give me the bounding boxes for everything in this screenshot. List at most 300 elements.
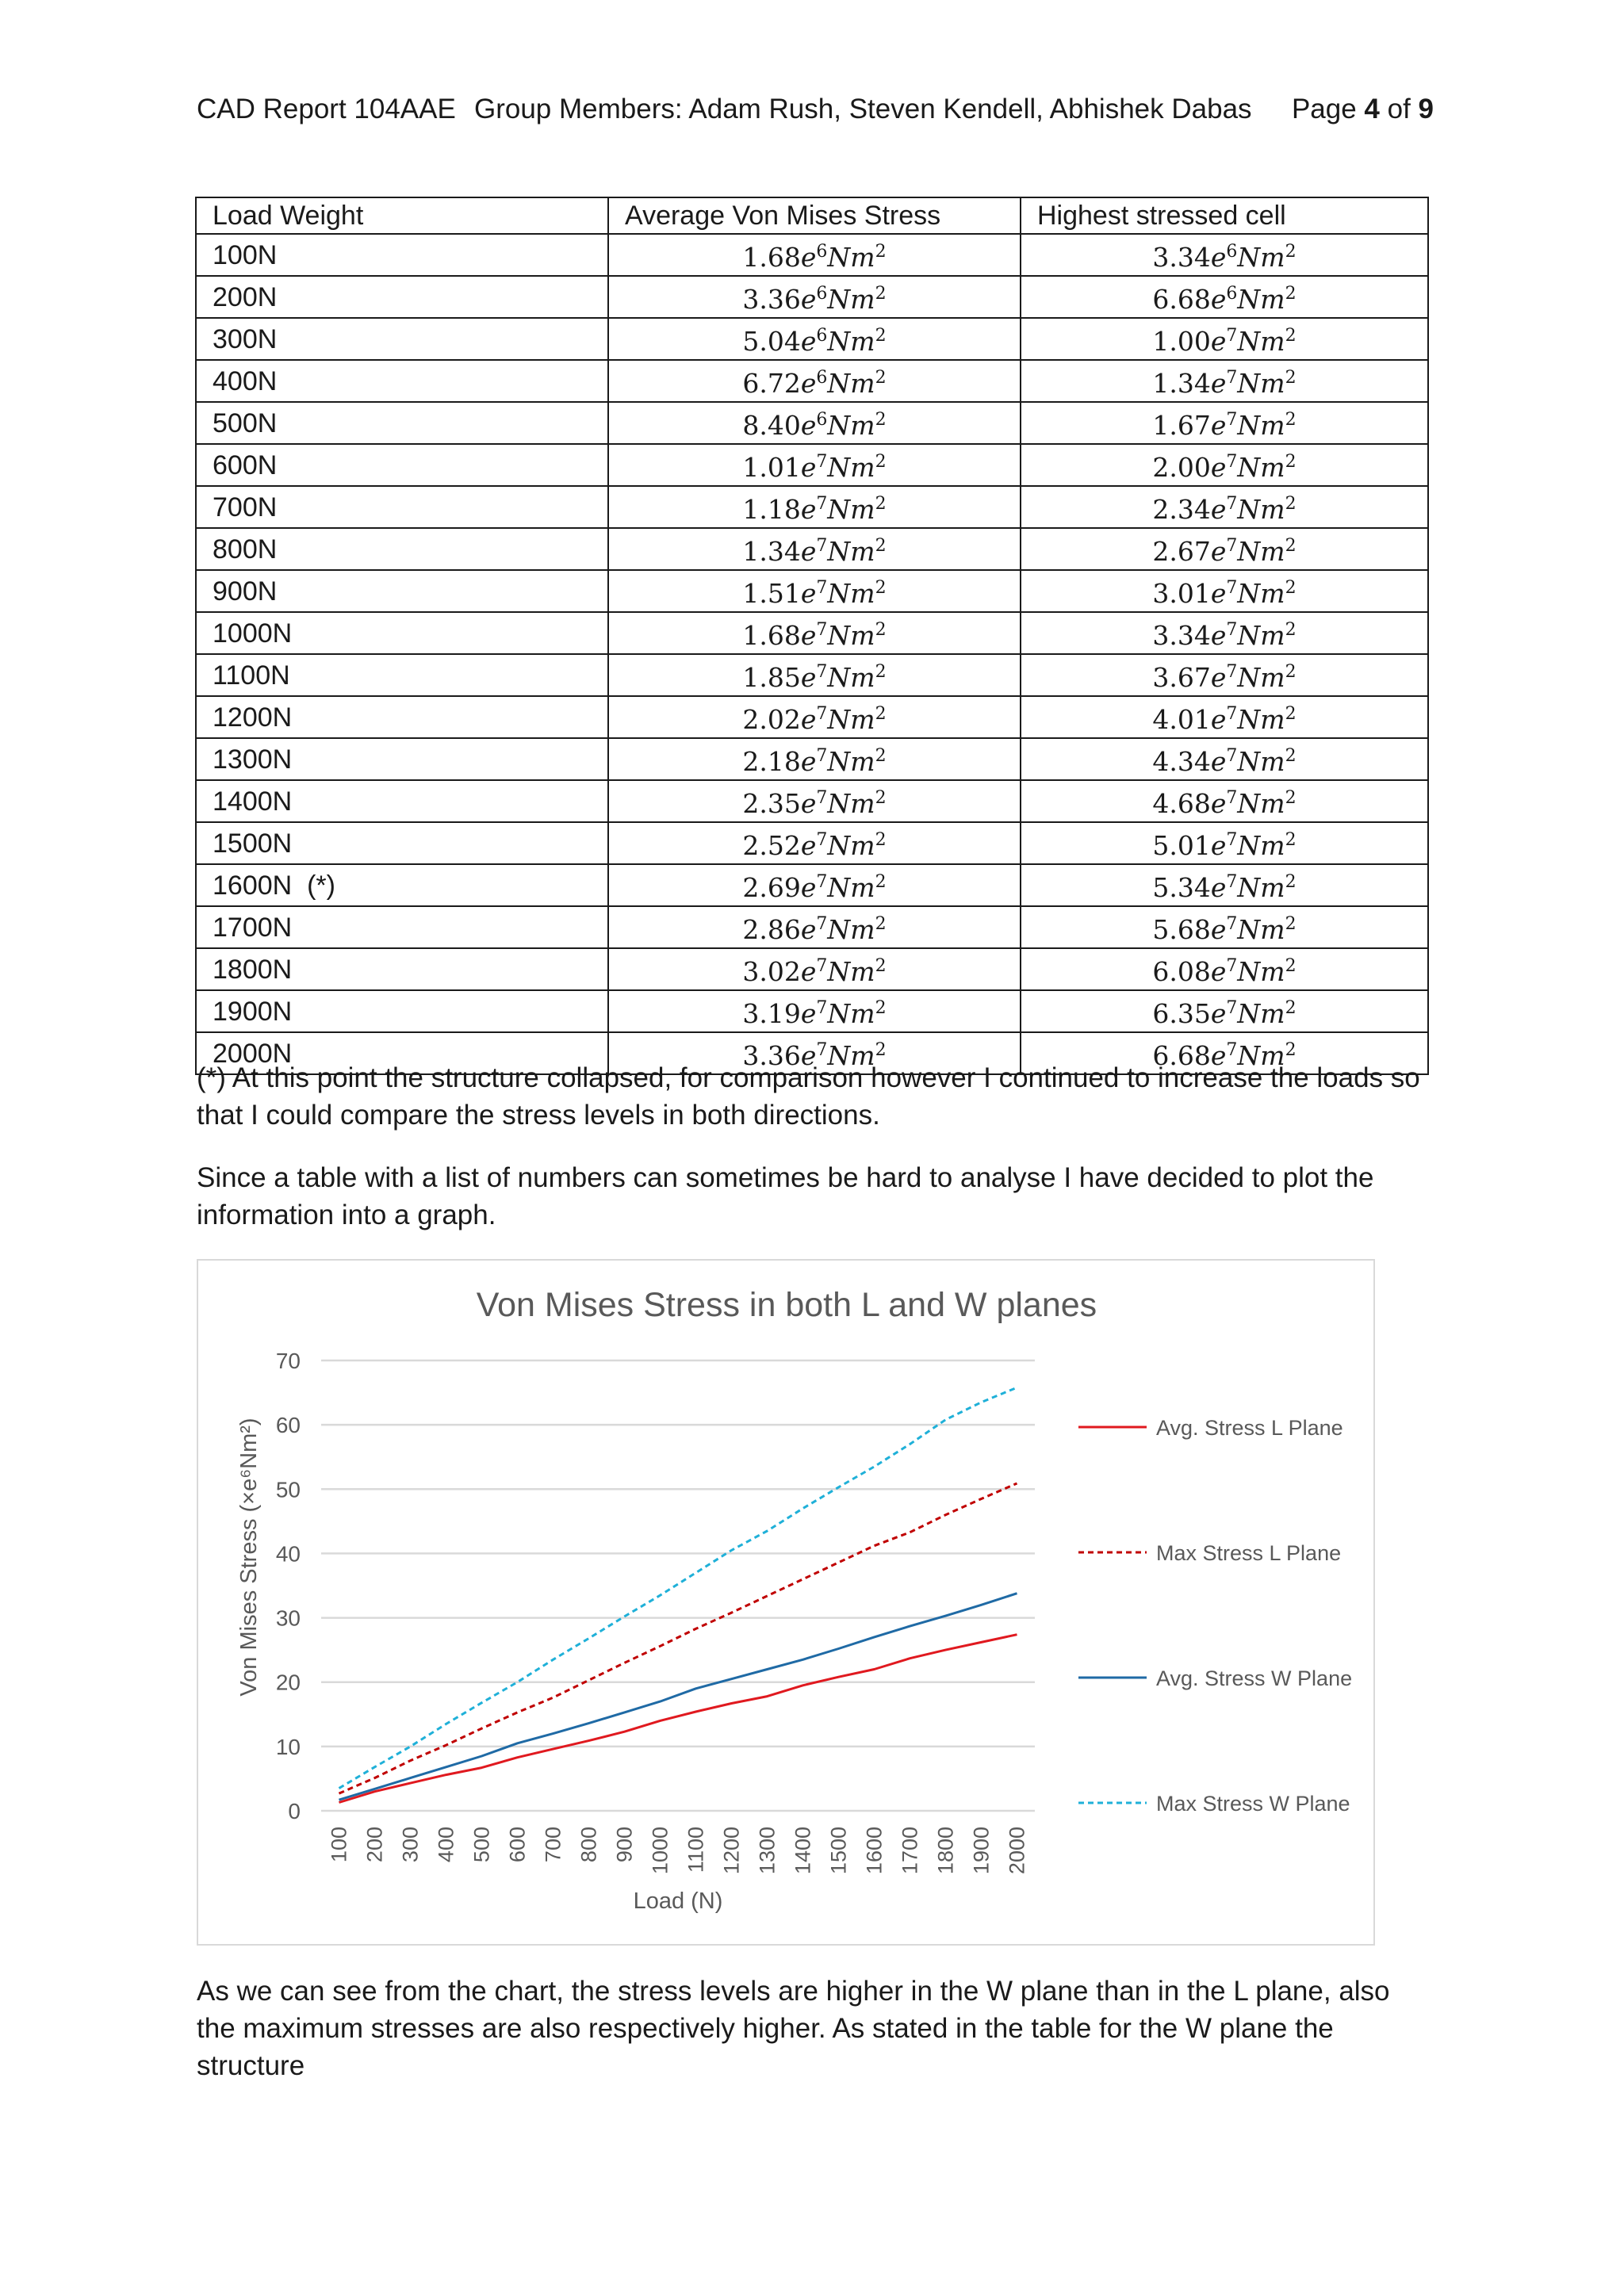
intro-paragraph: Since a table with a list of numbers can sometimes be hard to analyse I have decided to plot the information into a graph. xyxy=(197,1162,1374,1230)
exponent: 6 xyxy=(816,326,828,346)
series-line xyxy=(339,1635,1017,1803)
mantissa: 3.19 xyxy=(742,998,801,1029)
unit: Nm xyxy=(827,452,875,483)
exponent: 7 xyxy=(1226,494,1238,514)
unit: Nm xyxy=(827,998,875,1029)
e-symbol: e xyxy=(1210,452,1227,483)
mantissa: 5.04 xyxy=(742,326,801,357)
cell-highest-stress xyxy=(1021,318,1428,360)
table-row xyxy=(196,528,1428,570)
cell-average-stress xyxy=(608,528,1021,570)
unit-exponent: 2 xyxy=(1285,578,1297,598)
e-symbol: e xyxy=(1210,494,1227,525)
header-load-weight: Load Weight xyxy=(196,197,608,234)
unit: Nm xyxy=(827,746,875,777)
unit-exponent: 2 xyxy=(1285,704,1297,724)
y-tick-label: 30 xyxy=(275,1605,301,1631)
mantissa: 4.34 xyxy=(1152,746,1211,777)
x-axis-label: Load (N) xyxy=(633,1888,723,1914)
e-symbol: e xyxy=(800,368,817,399)
e-symbol: e xyxy=(800,956,817,987)
x-tick-label: 1100 xyxy=(684,1827,708,1873)
mantissa: 2.69 xyxy=(742,872,801,903)
table-row xyxy=(196,234,1428,276)
unit: Nm xyxy=(1237,494,1285,525)
exponent: 7 xyxy=(1226,914,1238,934)
table-row xyxy=(196,570,1428,612)
x-tick-label: 1800 xyxy=(933,1827,958,1875)
unit-exponent: 2 xyxy=(1285,662,1297,682)
unit-exponent: 2 xyxy=(875,788,887,808)
unit-exponent: 2 xyxy=(1285,998,1297,1018)
page-current: 4 xyxy=(1364,94,1380,124)
unit-exponent: 2 xyxy=(1285,536,1297,556)
e-symbol: e xyxy=(1210,872,1227,903)
unit-exponent: 2 xyxy=(1285,452,1297,472)
unit-exponent: 2 xyxy=(1285,494,1297,514)
unit-exponent: 2 xyxy=(1285,788,1297,808)
cell-average-stress xyxy=(608,612,1021,654)
exponent: 7 xyxy=(1226,872,1238,892)
cell-load: 500N xyxy=(196,402,608,444)
cell-highest-stress xyxy=(1021,822,1428,864)
conclusion-paragraph: As we can see from the chart, the stress levels are higher in the W plane than in the L plane, also the maximum stresses are also respectively higher. As stated in the table for the W plane the structure xyxy=(197,1976,1390,2081)
stress-table xyxy=(195,197,1429,1075)
mantissa: 2.67 xyxy=(1152,536,1211,567)
unit: Nm xyxy=(827,578,875,609)
chart-legend xyxy=(1078,1416,1352,1816)
exponent: 7 xyxy=(816,578,828,598)
exponent: 7 xyxy=(1226,536,1238,556)
exponent: 7 xyxy=(1226,704,1238,724)
mantissa: 5.34 xyxy=(1152,872,1211,903)
legend-entry: Max Stress W Plane xyxy=(1156,1792,1350,1816)
unit: Nm xyxy=(1237,704,1285,735)
cell-load: 1900N xyxy=(196,990,608,1032)
cell-load: 1600N (*) xyxy=(196,864,608,906)
page-of: of xyxy=(1379,94,1419,124)
x-tick-label: 1600 xyxy=(862,1827,887,1875)
cell-average-stress xyxy=(608,276,1021,318)
mantissa: 1.68 xyxy=(742,620,801,651)
unit: Nm xyxy=(1237,242,1285,273)
y-tick-label: 40 xyxy=(275,1541,301,1567)
e-symbol: e xyxy=(800,830,817,861)
mantissa: 5.68 xyxy=(1152,914,1211,945)
table-row xyxy=(196,864,1428,906)
exponent: 7 xyxy=(1226,368,1238,388)
mantissa: 2.18 xyxy=(742,746,801,777)
unit-exponent: 2 xyxy=(1285,326,1297,346)
exponent: 7 xyxy=(1226,662,1238,682)
mantissa: 3.34 xyxy=(1152,620,1211,651)
unit-exponent: 2 xyxy=(875,368,887,388)
x-tick-label: 2000 xyxy=(1005,1827,1029,1875)
e-symbol: e xyxy=(800,620,817,651)
mantissa: 1.01 xyxy=(742,452,801,483)
legend-entry: Max Stress L Plane xyxy=(1156,1541,1342,1565)
unit: Nm xyxy=(1237,998,1285,1029)
unit: Nm xyxy=(1237,368,1285,399)
cell-highest-stress xyxy=(1021,654,1428,696)
unit-exponent: 2 xyxy=(875,242,887,262)
x-tick-label: 1300 xyxy=(755,1827,779,1875)
cell-highest-stress xyxy=(1021,864,1428,906)
cell-highest-stress xyxy=(1021,234,1428,276)
e-symbol: e xyxy=(1210,536,1227,567)
mantissa: 6.35 xyxy=(1152,998,1211,1029)
cell-highest-stress xyxy=(1021,738,1428,780)
table-row xyxy=(196,276,1428,318)
e-symbol: e xyxy=(800,1040,817,1071)
page-number xyxy=(1292,94,1434,125)
cell-load: 1400N xyxy=(196,780,608,822)
legend-entry: Avg. Stress W Plane xyxy=(1156,1667,1353,1690)
unit-exponent: 2 xyxy=(1285,242,1297,262)
x-tick-label: 1400 xyxy=(791,1827,815,1875)
y-tick-label: 70 xyxy=(275,1349,301,1373)
exponent: 7 xyxy=(1226,620,1238,640)
cell-load: 1000N xyxy=(196,612,608,654)
unit-exponent: 2 xyxy=(1285,746,1297,766)
table-row xyxy=(196,444,1428,486)
unit-exponent: 2 xyxy=(1285,872,1297,892)
unit-exponent: 2 xyxy=(1285,368,1297,388)
exponent: 7 xyxy=(1226,956,1238,976)
e-symbol: e xyxy=(800,998,817,1029)
mantissa: 5.01 xyxy=(1152,830,1211,861)
exponent: 6 xyxy=(816,242,828,262)
mantissa: 2.00 xyxy=(1152,452,1211,483)
e-symbol: e xyxy=(800,746,817,777)
mantissa: 8.40 xyxy=(742,410,801,441)
cell-average-stress xyxy=(608,444,1021,486)
cell-average-stress xyxy=(608,990,1021,1032)
unit: Nm xyxy=(1237,956,1285,987)
chart-series xyxy=(339,1387,1017,1802)
unit-exponent: 2 xyxy=(1285,914,1297,934)
mantissa: 1.51 xyxy=(742,578,801,609)
unit-exponent: 2 xyxy=(875,704,887,724)
table-row xyxy=(196,738,1428,780)
exponent: 7 xyxy=(816,872,828,892)
unit-exponent: 2 xyxy=(1285,284,1297,304)
unit: Nm xyxy=(827,284,875,315)
exponent: 7 xyxy=(1226,746,1238,766)
x-tick-label: 400 xyxy=(434,1827,458,1863)
exponent: 7 xyxy=(1226,788,1238,808)
x-tick-label: 900 xyxy=(612,1827,637,1863)
x-axis-ticks xyxy=(327,1827,1029,1874)
exponent: 6 xyxy=(816,284,828,304)
cell-load: 2000N xyxy=(196,1032,608,1074)
unit: Nm xyxy=(827,956,875,987)
cell-load: 1300N xyxy=(196,738,608,780)
unit: Nm xyxy=(1237,410,1285,441)
mantissa: 1.68 xyxy=(742,242,801,273)
page-total: 9 xyxy=(1418,94,1434,124)
unit: Nm xyxy=(827,410,875,441)
unit-exponent: 2 xyxy=(875,914,887,934)
header-average-stress: Average Von Mises Stress xyxy=(608,197,1021,234)
unit-exponent: 2 xyxy=(875,410,887,430)
mantissa: 3.36 xyxy=(742,284,801,315)
unit: Nm xyxy=(827,242,875,273)
e-symbol: e xyxy=(1210,956,1227,987)
cell-highest-stress xyxy=(1021,528,1428,570)
cell-highest-stress xyxy=(1021,612,1428,654)
y-tick-label: 10 xyxy=(275,1734,301,1759)
e-symbol: e xyxy=(1210,620,1227,651)
cell-highest-stress xyxy=(1021,990,1428,1032)
cell-highest-stress xyxy=(1021,948,1428,990)
exponent: 7 xyxy=(816,452,828,472)
table-body xyxy=(196,234,1428,1074)
unit-exponent: 2 xyxy=(875,662,887,682)
cell-load: 1700N xyxy=(196,906,608,948)
stress-chart xyxy=(197,1259,1375,1946)
mantissa: 1.18 xyxy=(742,494,801,525)
e-symbol: e xyxy=(800,284,817,315)
series-line xyxy=(339,1594,1017,1800)
exponent: 7 xyxy=(1226,998,1238,1018)
y-tick-label: 50 xyxy=(275,1477,301,1502)
cell-load: 1100N xyxy=(196,654,608,696)
exponent: 7 xyxy=(816,746,828,766)
cell-highest-stress xyxy=(1021,780,1428,822)
e-symbol: e xyxy=(800,326,817,357)
e-symbol: e xyxy=(800,662,817,693)
exponent: 7 xyxy=(1226,830,1238,850)
table-row xyxy=(196,780,1428,822)
cell-load: 1500N xyxy=(196,822,608,864)
cell-average-stress xyxy=(608,486,1021,528)
unit: Nm xyxy=(1237,326,1285,357)
x-tick-label: 600 xyxy=(505,1827,530,1863)
e-symbol: e xyxy=(800,704,817,735)
table-row xyxy=(196,906,1428,948)
e-symbol: e xyxy=(1210,326,1227,357)
table-row xyxy=(196,654,1428,696)
table-row xyxy=(196,402,1428,444)
unit: Nm xyxy=(1237,620,1285,651)
x-tick-label: 800 xyxy=(576,1827,601,1863)
y-tick-label: 0 xyxy=(288,1799,301,1823)
legend-entry: Avg. Stress L Plane xyxy=(1156,1416,1343,1440)
unit-exponent: 2 xyxy=(875,326,887,346)
exponent: 7 xyxy=(816,494,828,514)
cell-highest-stress xyxy=(1021,402,1428,444)
e-symbol: e xyxy=(800,914,817,945)
mantissa: 3.67 xyxy=(1152,662,1211,693)
table-row xyxy=(196,318,1428,360)
table-row xyxy=(196,990,1428,1032)
e-symbol: e xyxy=(1210,368,1227,399)
cell-load: 1200N xyxy=(196,696,608,738)
table-row xyxy=(196,486,1428,528)
cell-load: 700N xyxy=(196,486,608,528)
e-symbol: e xyxy=(1210,1040,1227,1071)
unit: Nm xyxy=(827,1040,875,1071)
group-members: Group Members: Adam Rush, Steven Kendell, Abhishek Dabas xyxy=(474,94,1252,124)
table-row xyxy=(196,822,1428,864)
mantissa: 1.85 xyxy=(742,662,801,693)
x-tick-label: 1000 xyxy=(648,1827,672,1875)
cell-load: 600N xyxy=(196,444,608,486)
exponent: 7 xyxy=(816,788,828,808)
cell-highest-stress xyxy=(1021,276,1428,318)
cell-average-stress xyxy=(608,318,1021,360)
mantissa: 6.68 xyxy=(1152,284,1211,315)
unit: Nm xyxy=(1237,830,1285,861)
e-symbol: e xyxy=(800,494,817,525)
cell-highest-stress xyxy=(1021,906,1428,948)
exponent: 6 xyxy=(816,410,828,430)
unit-exponent: 2 xyxy=(875,956,887,976)
cell-load: 1800N xyxy=(196,948,608,990)
cell-average-stress xyxy=(608,780,1021,822)
exponent: 7 xyxy=(816,620,828,640)
e-symbol: e xyxy=(800,578,817,609)
unit: Nm xyxy=(827,914,875,945)
unit: Nm xyxy=(827,704,875,735)
unit-exponent: 2 xyxy=(875,578,887,598)
unit-exponent: 2 xyxy=(875,830,887,850)
cell-load: 900N xyxy=(196,570,608,612)
unit: Nm xyxy=(1237,662,1285,693)
cell-average-stress xyxy=(608,402,1021,444)
x-tick-label: 200 xyxy=(362,1827,387,1863)
mantissa: 1.34 xyxy=(742,536,801,567)
unit-exponent: 2 xyxy=(875,1040,887,1060)
exponent: 7 xyxy=(816,998,828,1018)
collapse-note: (*) At this point the structure collapsed, for comparison however I continued to increase the loads so that I could compare the stress levels in both directions. xyxy=(197,1062,1420,1131)
e-symbol: e xyxy=(1210,662,1227,693)
cell-load: 300N xyxy=(196,318,608,360)
series-line xyxy=(339,1387,1017,1789)
e-symbol: e xyxy=(800,242,817,273)
unit-exponent: 2 xyxy=(1285,1040,1297,1060)
unit: Nm xyxy=(1237,914,1285,945)
table-row xyxy=(196,360,1428,402)
x-tick-label: 1200 xyxy=(719,1827,744,1875)
e-symbol: e xyxy=(1210,914,1227,945)
mantissa: 1.00 xyxy=(1152,326,1211,357)
mantissa: 1.67 xyxy=(1152,410,1211,441)
exponent: 7 xyxy=(816,1040,828,1060)
unit-exponent: 2 xyxy=(875,746,887,766)
mantissa: 2.52 xyxy=(742,830,801,861)
unit: Nm xyxy=(827,536,875,567)
e-symbol: e xyxy=(1210,704,1227,735)
table-header-row xyxy=(196,197,1428,234)
table-row xyxy=(196,948,1428,990)
unit: Nm xyxy=(1237,746,1285,777)
unit: Nm xyxy=(827,326,875,357)
exponent: 7 xyxy=(1226,410,1238,430)
e-symbol: e xyxy=(1210,998,1227,1029)
e-symbol: e xyxy=(1210,242,1227,273)
cell-highest-stress xyxy=(1021,570,1428,612)
unit-exponent: 2 xyxy=(875,452,887,472)
cell-load: 100N xyxy=(196,234,608,276)
exponent: 6 xyxy=(1226,284,1238,304)
unit-exponent: 2 xyxy=(875,620,887,640)
e-symbol: e xyxy=(800,410,817,441)
page-prefix: Page xyxy=(1291,94,1365,124)
e-symbol: e xyxy=(1210,788,1227,819)
x-tick-label: 700 xyxy=(541,1827,565,1863)
cell-highest-stress xyxy=(1021,696,1428,738)
unit: Nm xyxy=(827,662,875,693)
e-symbol: e xyxy=(1210,746,1227,777)
unit: Nm xyxy=(827,494,875,525)
unit: Nm xyxy=(827,788,875,819)
unit-exponent: 2 xyxy=(1285,830,1297,850)
unit: Nm xyxy=(827,368,875,399)
mantissa: 1.34 xyxy=(1152,368,1211,399)
cell-load: 800N xyxy=(196,528,608,570)
e-symbol: e xyxy=(800,452,817,483)
exponent: 7 xyxy=(816,662,828,682)
unit: Nm xyxy=(1237,536,1285,567)
exponent: 7 xyxy=(816,914,828,934)
unit: Nm xyxy=(1237,284,1285,315)
unit-exponent: 2 xyxy=(875,998,887,1018)
cell-average-stress xyxy=(608,696,1021,738)
exponent: 6 xyxy=(1226,242,1238,262)
mantissa: 6.72 xyxy=(742,368,801,399)
mantissa: 3.02 xyxy=(742,956,801,987)
exponent: 7 xyxy=(1226,326,1238,346)
e-symbol: e xyxy=(800,872,817,903)
unit: Nm xyxy=(1237,452,1285,483)
chart-gridlines xyxy=(321,1360,1035,1811)
exponent: 7 xyxy=(816,704,828,724)
report-title: CAD Report 104AAE xyxy=(197,94,456,124)
cell-highest-stress xyxy=(1021,360,1428,402)
header-highest-stress: Highest stressed cell xyxy=(1021,197,1428,234)
unit-exponent: 2 xyxy=(1285,410,1297,430)
cell-average-stress xyxy=(608,738,1021,780)
exponent: 7 xyxy=(816,956,828,976)
mantissa: 3.36 xyxy=(742,1040,801,1071)
mantissa: 4.01 xyxy=(1152,704,1211,735)
y-axis-label: Von Mises Stress (×e⁶Nm²) xyxy=(236,1418,262,1697)
unit: Nm xyxy=(1237,788,1285,819)
mantissa: 3.01 xyxy=(1152,578,1211,609)
e-symbol: e xyxy=(1210,830,1227,861)
e-symbol: e xyxy=(800,536,817,567)
unit-exponent: 2 xyxy=(1285,620,1297,640)
y-axis-ticks xyxy=(276,1349,301,1823)
e-symbol: e xyxy=(1210,410,1227,441)
unit-exponent: 2 xyxy=(1285,956,1297,976)
exponent: 7 xyxy=(1226,1040,1238,1060)
x-tick-label: 1700 xyxy=(898,1827,922,1875)
cell-average-stress xyxy=(608,864,1021,906)
cell-load: 200N xyxy=(196,276,608,318)
x-tick-label: 300 xyxy=(398,1827,423,1863)
x-tick-label: 1500 xyxy=(826,1827,851,1875)
chart-title: Von Mises Stress in both L and W planes xyxy=(476,1286,1097,1324)
mantissa: 6.68 xyxy=(1152,1040,1211,1071)
mantissa: 2.86 xyxy=(742,914,801,945)
cell-highest-stress xyxy=(1021,444,1428,486)
cell-average-stress xyxy=(608,570,1021,612)
mantissa: 2.02 xyxy=(742,704,801,735)
table-row xyxy=(196,696,1428,738)
